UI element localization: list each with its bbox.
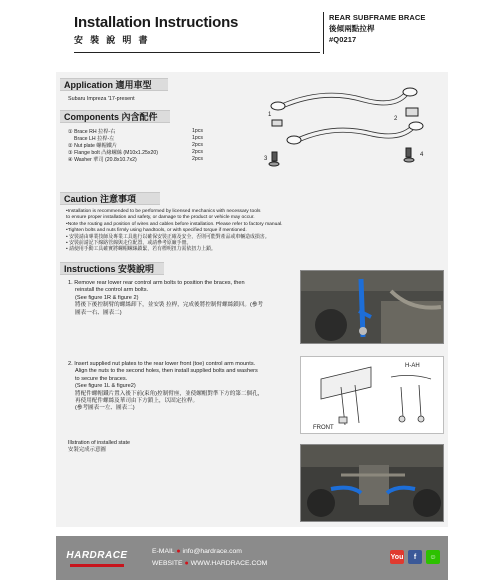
caution-line: •Installation is recommended to be performed by licensed mechanics with necessary tools xyxy=(66,209,261,214)
email-label: E-MAIL xyxy=(152,548,175,555)
page-subtitle: 安 裝 說 明 書 xyxy=(74,36,150,46)
component-item: ③ Flange bolt 凸緣螺絲 (M10x1.25x20) xyxy=(68,150,158,156)
step-1-line: 圖表一右、圖表二) xyxy=(75,309,122,316)
diagram-side-label: H-AH xyxy=(405,363,420,369)
svg-text:3: 3 xyxy=(264,156,268,162)
header-vertical-divider xyxy=(323,12,324,54)
wechat-icon[interactable]: ☺ xyxy=(426,550,440,564)
diagram-front-label: FRONT xyxy=(313,425,334,431)
facebook-icon[interactable]: f xyxy=(408,550,422,564)
component-item: Brace LH 拉桿-左 xyxy=(74,136,115,142)
step-1-line: 將後下後控制臂的螺絲卸下，並安裝 拉桿，完成後將控制臂螺絲鎖回。(參考 xyxy=(75,302,264,309)
step-1-line: 1. Remove rear lower rear control arm bolts to position the braces, then xyxy=(68,280,245,286)
header-title-block xyxy=(74,14,314,46)
logo-accent-bar xyxy=(70,564,124,567)
header-divider xyxy=(74,52,320,53)
illustrated-caption xyxy=(68,440,298,455)
logo-text: HARDRACE xyxy=(66,550,128,561)
undercarriage-photo xyxy=(301,271,444,344)
component-qty: 2pcs xyxy=(192,156,203,162)
caution-line: •Tighten bolts and nuts firmly using handtools, or with specified torque if mentioned. xyxy=(66,228,247,234)
svg-text:1: 1 xyxy=(268,112,272,118)
svg-text:4: 4 xyxy=(420,152,424,158)
component-qty: 1pcs xyxy=(192,128,203,134)
components-heading: Components 內含配件 xyxy=(60,110,170,123)
step-2-line: (See figure 1L & figure2) xyxy=(75,383,136,390)
mount-diagram xyxy=(301,357,444,434)
illustrated-caption-zh: 安裝完成示意圖 xyxy=(68,447,106,454)
step-1-text xyxy=(68,280,298,317)
caution-heading: Caution 注意事項 xyxy=(60,192,160,205)
step-2-line: 2. Insert supplied nut plates to the rear lower front (toe) control arm mounts. xyxy=(68,361,256,367)
youtube-icon[interactable]: You xyxy=(390,550,404,564)
brace-parts-illustration xyxy=(254,80,434,172)
website-dot-icon: ● xyxy=(184,560,191,567)
part-number: #Q0217 xyxy=(329,35,357,44)
installed-state-photo xyxy=(300,444,444,522)
product-name: REAR SUBFRAME BRACE xyxy=(329,13,426,22)
hardrace-logo xyxy=(62,546,132,572)
component-item: ④ Washer 華司 (20.8x10.7x2) xyxy=(68,157,137,163)
instructions-heading: Instructions 安裝說明 xyxy=(60,262,164,275)
website-link[interactable]: WWW.HARDRACE.COM xyxy=(190,560,268,567)
component-item: ① Brace RH 拉桿-右 xyxy=(68,129,116,135)
caution-line: to ensure proper installation and safety, or damage to the product or vehicle may occur. xyxy=(66,215,255,221)
caution-line: • 安裝前請記下線路管線與走位配置，或請參考原廠手冊。 xyxy=(66,241,192,247)
contact-info xyxy=(152,546,267,570)
step-2-line: Align the nuts to the second holes, then install supplied bolts and washers xyxy=(75,368,258,375)
product-name-zh: 後傾兩點拉桿 xyxy=(329,24,375,33)
application-vehicle: Subaru Impreza '17-present xyxy=(68,96,135,102)
product-info xyxy=(329,12,489,45)
email-dot-icon: ● xyxy=(176,548,183,555)
component-qty: 2pcs xyxy=(192,149,203,155)
step-1-photo xyxy=(300,270,444,344)
step-1-line: reinstall the control arm bolts. xyxy=(75,287,149,294)
component-item: ② Nut plate 螺帽鐵片 xyxy=(68,143,118,149)
content-card xyxy=(56,72,448,527)
email-link[interactable]: info@hardrace.com xyxy=(182,548,242,555)
step-2-line: to secure the braces. xyxy=(75,375,128,382)
caution-text xyxy=(66,209,442,254)
page-title: Installation Instructions xyxy=(74,14,239,31)
application-heading: Application 適用車型 xyxy=(60,78,168,91)
website-label: WEBSITE xyxy=(152,560,183,567)
svg-text:2: 2 xyxy=(394,116,398,122)
caution-line: •Note the routing and position of wires and cables before installation. Please refer to factory manual. xyxy=(66,221,283,227)
component-qty: 2pcs xyxy=(192,142,203,148)
step-2-text xyxy=(68,361,298,413)
component-qty: 1pcs xyxy=(192,135,203,141)
installed-photo xyxy=(301,445,444,522)
caution-line: • 請使用手動工具確實將螺帽螺絲鎖緊，若有標明扭力需依扭力上鎖。 xyxy=(66,247,216,253)
footer xyxy=(56,536,448,580)
caution-line: • 安裝請由專業技師及專業工具進行以確保安裝正確及安全，否則可能對產品或車輛造成損害。 xyxy=(66,234,270,240)
step-2-line: (參考圖表一左、圖表二) xyxy=(75,405,135,412)
step-2-diagram xyxy=(300,356,444,434)
step-2-line: 再使用配件螺絲及華司由下方鎖上，以固定拉桿。 xyxy=(75,398,199,405)
illustrated-caption-en: Illstration of installed state xyxy=(68,440,131,446)
step-2-line: 將配件螺帽鐵片置入後下前(束角)控制臂座，並使螺帽對準下方的第二個孔， xyxy=(75,390,264,397)
step-1-line: (See figure 1R & figure 2) xyxy=(75,294,139,301)
